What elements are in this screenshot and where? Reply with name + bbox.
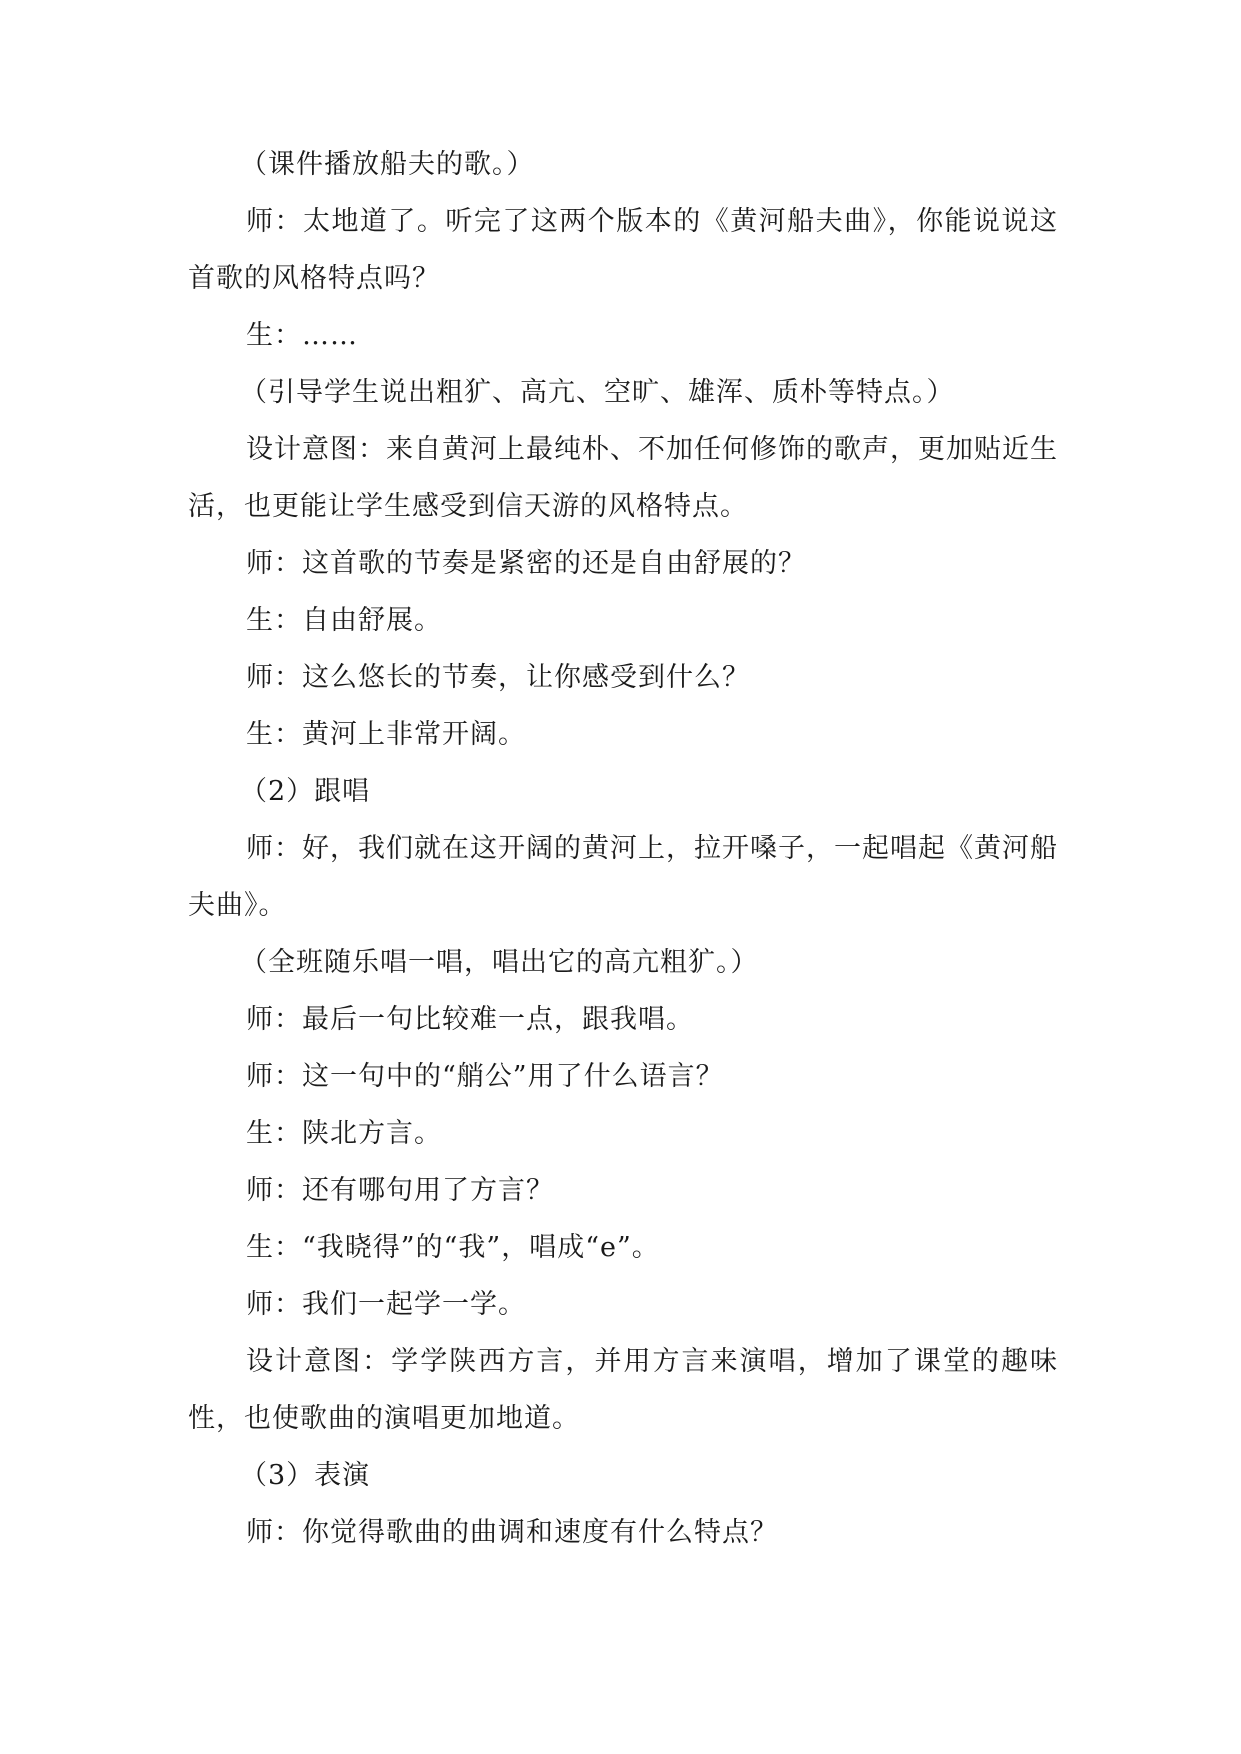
paragraph-8: 师：这么悠长的节奏，让你感受到什么？ <box>246 662 750 693</box>
paragraph-1: （课件播放船夫的歌。） <box>240 149 535 180</box>
paragraph-16: 师：还有哪句用了方言？ <box>246 1175 554 1206</box>
paragraph-19: 设计意图：学学陕西方言，并用方言来演唱，增加了课堂的趣味性，也使歌曲的演唱更加地道。 <box>188 1346 1058 1434</box>
paragraph-6: 师：这首歌的节奏是紧密的还是自由舒展的？ <box>246 548 806 579</box>
paragraph-20: （3）表演 <box>240 1460 371 1491</box>
paragraph-21: 师：你觉得歌曲的曲调和速度有什么特点？ <box>246 1517 778 1548</box>
paragraph-9: 生：黄河上非常开阔。 <box>246 719 526 750</box>
paragraph-7: 生：自由舒展。 <box>246 605 442 636</box>
paragraph-15: 生：陕北方言。 <box>246 1118 442 1149</box>
paragraph-5: 设计意图：来自黄河上最纯朴、不加任何修饰的歌声，更加贴近生活，也更能让学生感受到信天游的风格特点。 <box>188 434 1058 522</box>
paragraph-4: （引导学生说出粗犷、高亢、空旷、雄浑、质朴等特点。） <box>240 377 955 408</box>
paragraph-13: 师：最后一句比较难一点，跟我唱。 <box>246 1004 694 1035</box>
paragraph-2: 师：太地道了。听完了这两个版本的《黄河船夫曲》，你能说说这首歌的风格特点吗？ <box>188 206 1058 294</box>
paragraph-11: 师：好，我们就在这开阔的黄河上，拉开嗓子，一起唱起《黄河船夫曲》。 <box>188 833 1058 921</box>
paragraph-10: （2）跟唱 <box>240 776 371 807</box>
paragraph-18: 师：我们一起学一学。 <box>246 1289 526 1320</box>
document-body <box>188 136 1058 1561</box>
paragraph-17: 生：“我晓得”的“我”，唱成“e”。 <box>246 1232 660 1263</box>
paragraph-3: 生：…… <box>246 320 358 351</box>
paragraph-12: （全班随乐唱一唱，唱出它的高亢粗犷。） <box>240 947 759 978</box>
paragraph-14: 师：这一句中的“艄公”用了什么语言？ <box>246 1061 724 1092</box>
